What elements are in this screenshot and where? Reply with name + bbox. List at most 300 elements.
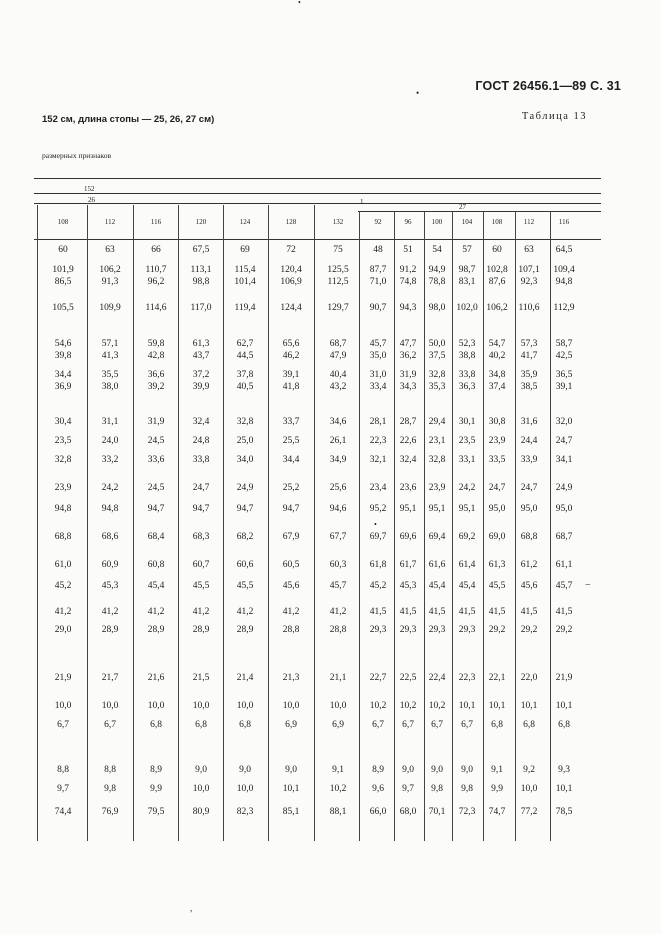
table-cell: 33,6 xyxy=(147,455,165,465)
table-cell: 41,2 xyxy=(329,607,347,617)
table-cell: 35,0 xyxy=(369,351,387,361)
table-cell: 10,2 xyxy=(399,701,417,711)
table-cell: 45,7 xyxy=(555,581,573,591)
table-cell: 22,7 xyxy=(369,673,387,683)
table-cell: 92,3 xyxy=(520,277,538,287)
column-header: 116 xyxy=(558,218,570,226)
print-mark: • xyxy=(416,88,420,98)
table-cell: 71,0 xyxy=(369,277,387,287)
table-cell: 28,8 xyxy=(282,625,300,635)
table-cell: 101,4 xyxy=(234,277,256,287)
table-cell: 10,2 xyxy=(428,701,446,711)
table-cell: 34,8 xyxy=(488,370,506,380)
table-cell: 95,0 xyxy=(555,504,573,514)
table-cell: 30,8 xyxy=(488,417,506,427)
table-cell: 98,7 xyxy=(458,265,476,275)
table-cell: 6,8 xyxy=(558,720,570,730)
table-cell: 45,2 xyxy=(369,581,387,591)
table-cell: 10,0 xyxy=(329,701,347,711)
table-cell: 106,2 xyxy=(99,265,121,275)
table-cell: 29,3 xyxy=(399,625,417,635)
table-cell: 30,1 xyxy=(458,417,476,427)
table-cell: 106,2 xyxy=(486,303,508,313)
table-cell: 115,4 xyxy=(234,265,256,275)
column-header: 108 xyxy=(57,218,69,226)
table-cell: 48 xyxy=(373,245,383,255)
table-cell: 41,7 xyxy=(520,351,538,361)
table-cell: 25,6 xyxy=(329,483,347,493)
table-cell: 102,8 xyxy=(486,265,508,275)
table-cell: 9,8 xyxy=(431,784,443,794)
table-cell: 35,3 xyxy=(428,382,446,392)
table-cell: 10,1 xyxy=(520,701,538,711)
table-cell: 8,8 xyxy=(104,765,116,775)
table-cell: 42,8 xyxy=(147,351,165,361)
table-cell: 6,8 xyxy=(491,720,503,730)
table-cell: 110,6 xyxy=(518,303,540,313)
table-cell: 23,4 xyxy=(369,483,387,493)
table-cell: 24,7 xyxy=(488,483,506,493)
table-cell: 9,9 xyxy=(150,784,162,794)
table-cell: 21,5 xyxy=(192,673,210,683)
foot-27-label: 27 xyxy=(459,203,466,211)
column-header: 120 xyxy=(195,218,207,226)
table-cell: 125,5 xyxy=(327,265,349,275)
table-cell: 23,5 xyxy=(54,436,72,446)
table-cell: 6,7 xyxy=(104,720,116,730)
table-cell: 29,2 xyxy=(520,625,538,635)
table-cell: 68,7 xyxy=(555,532,573,542)
table-cell: 69,7 xyxy=(369,532,387,542)
table-cell: 60,8 xyxy=(147,560,165,570)
table-cell: 67,5 xyxy=(192,245,210,255)
table-cell: 45,4 xyxy=(428,581,446,591)
table-cell: 62,7 xyxy=(236,339,254,349)
table-cell: 32,8 xyxy=(236,417,254,427)
table-cell: 68,6 xyxy=(101,532,119,542)
column-header: 132 xyxy=(332,218,344,226)
table-cell: 75 xyxy=(333,245,343,255)
table-cell: 29,3 xyxy=(369,625,387,635)
table-cell: 30,4 xyxy=(54,417,72,427)
table-cell: 34,3 xyxy=(399,382,417,392)
table-cell: 68,8 xyxy=(54,532,72,542)
table-cell: 32,8 xyxy=(428,370,446,380)
table-cell: 61,8 xyxy=(369,560,387,570)
table-cell: 6,7 xyxy=(431,720,443,730)
table-cell: 35,5 xyxy=(101,370,119,380)
table-cell: 59,8 xyxy=(147,339,165,349)
table-cell: 60,5 xyxy=(282,560,300,570)
table-cell: 37,8 xyxy=(236,370,254,380)
column-divider xyxy=(223,205,224,841)
table-cell: 45,6 xyxy=(520,581,538,591)
table-cell: 21,9 xyxy=(54,673,72,683)
table-cell: 45,3 xyxy=(101,581,119,591)
table-cell: 41,5 xyxy=(458,607,476,617)
table-cell: 24,5 xyxy=(147,436,165,446)
table-cell: 87,6 xyxy=(488,277,506,287)
print-mark: − xyxy=(585,580,591,591)
table-cell: 60,7 xyxy=(192,560,210,570)
table-cell: 38,5 xyxy=(520,382,538,392)
table-cell: 110,7 xyxy=(145,265,167,275)
table-cell: 90,7 xyxy=(369,303,387,313)
table-cell: 98,0 xyxy=(428,303,446,313)
table-cell: 39,1 xyxy=(555,382,573,392)
table-cell: 9,0 xyxy=(402,765,414,775)
table-cell: 74,4 xyxy=(54,807,72,817)
table-cell: 54,6 xyxy=(54,339,72,349)
table-cell: 22,0 xyxy=(520,673,538,683)
table-cell: 33,4 xyxy=(369,382,387,392)
table-cell: 41,2 xyxy=(282,607,300,617)
table-cell: 6,7 xyxy=(372,720,384,730)
table-cell: 29,0 xyxy=(54,625,72,635)
table-cell: 80,9 xyxy=(192,807,210,817)
table-cell: 29,2 xyxy=(488,625,506,635)
table-cell: 113,1 xyxy=(190,265,212,275)
table-cell: 94,6 xyxy=(329,504,347,514)
table-cell: 10,0 xyxy=(147,701,165,711)
table-cell: 85,1 xyxy=(282,807,300,817)
table-cell: 23,9 xyxy=(54,483,72,493)
table-cell: 41,2 xyxy=(101,607,119,617)
table-cell: 24,8 xyxy=(192,436,210,446)
table-cell: 95,2 xyxy=(369,504,387,514)
table-cell: 37,5 xyxy=(428,351,446,361)
table-cell: 36,3 xyxy=(458,382,476,392)
table-cell: 31,1 xyxy=(101,417,119,427)
table-cell: 41,5 xyxy=(399,607,417,617)
print-mark: , xyxy=(190,903,193,913)
table-cell: 10,2 xyxy=(369,701,387,711)
table-cell: 79,5 xyxy=(147,807,165,817)
table-cell: 10,0 xyxy=(520,784,538,794)
table-cell: 36,2 xyxy=(399,351,417,361)
table-cell: 95,1 xyxy=(399,504,417,514)
table-cell: 68,3 xyxy=(192,532,210,542)
table-cell: 9,3 xyxy=(558,765,570,775)
table-cell: 117,0 xyxy=(190,303,212,313)
table-cell: 101,9 xyxy=(52,265,74,275)
table-cell: 94,7 xyxy=(147,504,165,514)
table-cell: 32,8 xyxy=(428,455,446,465)
table-cell: 95,1 xyxy=(458,504,476,514)
table-cell: 41,5 xyxy=(369,607,387,617)
table-cell: 106,9 xyxy=(280,277,302,287)
table-cell: 45,5 xyxy=(236,581,254,591)
document-reference: ГОСТ 26456.1—89 С. 31 xyxy=(475,79,621,93)
table-cell: 41,5 xyxy=(520,607,538,617)
table-cell: 28,8 xyxy=(329,625,347,635)
table-cell: 96,2 xyxy=(147,277,165,287)
table-cell: 33,7 xyxy=(282,417,300,427)
table-cell: 31,0 xyxy=(369,370,387,380)
table-cell: 61,6 xyxy=(428,560,446,570)
table-cell: 94,7 xyxy=(282,504,300,514)
table-cell: 24,7 xyxy=(520,483,538,493)
table-cell: 37,4 xyxy=(488,382,506,392)
table-cell: 28,9 xyxy=(236,625,254,635)
table-cell: 34,1 xyxy=(555,455,573,465)
table-cell: 21,3 xyxy=(282,673,300,683)
table-cell: 38,0 xyxy=(101,382,119,392)
table-cell: 10,0 xyxy=(236,701,254,711)
table-cell: 25,0 xyxy=(236,436,254,446)
table-cell: 36,5 xyxy=(555,370,573,380)
table-cell: 10,0 xyxy=(54,701,72,711)
table-cell: 60,6 xyxy=(236,560,254,570)
table-cell: 60,9 xyxy=(101,560,119,570)
column-header: 128 xyxy=(285,218,297,226)
table-cell: 112,5 xyxy=(327,277,349,287)
table-cell: 23,6 xyxy=(399,483,417,493)
table-cell: 107,1 xyxy=(518,265,540,275)
table-cell: 41,2 xyxy=(236,607,254,617)
table-cell: 34,4 xyxy=(54,370,72,380)
table-cell: 34,6 xyxy=(329,417,347,427)
table-cell: 69,4 xyxy=(428,532,446,542)
table-cell: 64,5 xyxy=(555,245,573,255)
table-cell: 69,6 xyxy=(399,532,417,542)
table-cell: 41,3 xyxy=(101,351,119,361)
table-cell: 45,7 xyxy=(369,339,387,349)
table-cell: 33,2 xyxy=(101,455,119,465)
table-cell: 33,8 xyxy=(192,455,210,465)
table-cell: 69 xyxy=(240,245,250,255)
table-cell: 60 xyxy=(492,245,502,255)
table-cell: 119,4 xyxy=(234,303,256,313)
table-cell: 63 xyxy=(524,245,534,255)
table-cell: 61,3 xyxy=(488,560,506,570)
table-cell: 57 xyxy=(462,245,472,255)
table-cell: 61,7 xyxy=(399,560,417,570)
column-divider xyxy=(178,205,179,841)
table-cell: 61,2 xyxy=(520,560,538,570)
table-cell: 87,7 xyxy=(369,265,387,275)
table-cell: 94,9 xyxy=(428,265,446,275)
table-cell: 114,6 xyxy=(145,303,167,313)
table-cell: 33,8 xyxy=(458,370,476,380)
table-cell: 8,9 xyxy=(372,765,384,775)
table-cell: 25,2 xyxy=(282,483,300,493)
table-cell: 44,5 xyxy=(236,351,254,361)
table-cell: 25,5 xyxy=(282,436,300,446)
table-cell: 29,3 xyxy=(458,625,476,635)
table-cell: 23,5 xyxy=(458,436,476,446)
table-cell: 32,0 xyxy=(555,417,573,427)
table-cell: 39,2 xyxy=(147,382,165,392)
table-cell: 23,1 xyxy=(428,436,446,446)
table-cell: 94,3 xyxy=(399,303,417,313)
table-cell: 94,7 xyxy=(236,504,254,514)
table-cell: 24,4 xyxy=(520,436,538,446)
table-cell: 40,4 xyxy=(329,370,347,380)
column-divider xyxy=(133,205,134,841)
table-cell: 22,1 xyxy=(488,673,506,683)
table-cell: 29,2 xyxy=(555,625,573,635)
table-cell: 21,4 xyxy=(236,673,254,683)
table-cell: 29,4 xyxy=(428,417,446,427)
table-cell: 39,9 xyxy=(192,382,210,392)
table-cell: 41,5 xyxy=(428,607,446,617)
table-cell: 32,4 xyxy=(192,417,210,427)
column-divider xyxy=(268,205,269,841)
table-cell: 72 xyxy=(286,245,296,255)
table-cell: 10,1 xyxy=(282,784,300,794)
table-cell: 29,3 xyxy=(428,625,446,635)
table-cell: 35,9 xyxy=(520,370,538,380)
table-cell: 91,2 xyxy=(399,265,417,275)
table-cell: 6,8 xyxy=(523,720,535,730)
table-cell: 120,4 xyxy=(280,265,302,275)
table-cell: 9,0 xyxy=(195,765,207,775)
table-cell: 9,8 xyxy=(461,784,473,794)
table-cell: 70,1 xyxy=(428,807,446,817)
table-cell: 45,2 xyxy=(54,581,72,591)
section-marker: 1 xyxy=(360,198,364,206)
table-cell: 47,7 xyxy=(399,339,417,349)
table-cell: 95,1 xyxy=(428,504,446,514)
column-header: 116 xyxy=(150,218,162,226)
table-cell: 109,4 xyxy=(553,265,575,275)
table-cell: 36,9 xyxy=(54,382,72,392)
table-cell: 9,0 xyxy=(431,765,443,775)
table-cell: 76,9 xyxy=(101,807,119,817)
table-cell: 41,2 xyxy=(54,607,72,617)
table-cell: 105,5 xyxy=(52,303,74,313)
foot-26-label: 26 xyxy=(88,196,95,204)
table-cell: 9,2 xyxy=(523,765,535,775)
table-cell: 57,1 xyxy=(101,339,119,349)
table-cell: 54,7 xyxy=(488,339,506,349)
table-cell: 9,7 xyxy=(402,784,414,794)
table-cell: 22,6 xyxy=(399,436,417,446)
table-cell: 86,5 xyxy=(54,277,72,287)
table-cell: 10,0 xyxy=(192,784,210,794)
table-cell: 10,1 xyxy=(458,701,476,711)
table-cell: 61,4 xyxy=(458,560,476,570)
table-cell: 50,0 xyxy=(428,339,446,349)
table-cell: 78,8 xyxy=(428,277,446,287)
table-cell: 8,9 xyxy=(150,765,162,775)
table-cell: 41,5 xyxy=(555,607,573,617)
table-cell: 6,7 xyxy=(402,720,414,730)
header-rule xyxy=(34,203,601,204)
table-cell: 83,1 xyxy=(458,277,476,287)
table-cell: 51 xyxy=(403,245,413,255)
table-cell: 10,2 xyxy=(329,784,347,794)
table-cell: 31,9 xyxy=(399,370,417,380)
table-cell: 60,3 xyxy=(329,560,347,570)
table-cell: 10,0 xyxy=(192,701,210,711)
table-cell: 41,5 xyxy=(488,607,506,617)
table-cell: 94,7 xyxy=(192,504,210,514)
table-cell: 39,1 xyxy=(282,370,300,380)
table-cell: 40,2 xyxy=(488,351,506,361)
table-cell: 6,7 xyxy=(57,720,69,730)
table-cell: 68,2 xyxy=(236,532,254,542)
table-cell: 39,8 xyxy=(54,351,72,361)
table-cell: 45,4 xyxy=(458,581,476,591)
table-cell: 91,3 xyxy=(101,277,119,287)
table-cell: 102,0 xyxy=(456,303,478,313)
column-header: 112 xyxy=(104,218,116,226)
column-divider xyxy=(87,205,88,841)
table-cell: 22,3 xyxy=(458,673,476,683)
table-cell: 34,9 xyxy=(329,455,347,465)
column-header: 100 xyxy=(431,218,443,226)
table-cell: 10,1 xyxy=(555,701,573,711)
table-cell: 34,4 xyxy=(282,455,300,465)
table-cell: 10,1 xyxy=(488,701,506,711)
table-cell: 9,0 xyxy=(461,765,473,775)
table-cell: 69,2 xyxy=(458,532,476,542)
table-cell: 41,8 xyxy=(282,382,300,392)
table-cell: 9,6 xyxy=(372,784,384,794)
table-cell: 31,9 xyxy=(147,417,165,427)
table-cell: 57,3 xyxy=(520,339,538,349)
table-cell: 95,0 xyxy=(520,504,538,514)
print-mark: • xyxy=(374,520,377,529)
table-cell: 41,2 xyxy=(147,607,165,617)
table-cell: 45,5 xyxy=(488,581,506,591)
table-cell: 28,9 xyxy=(147,625,165,635)
table-cell: 109,9 xyxy=(99,303,121,313)
table-cell: 10,0 xyxy=(101,701,119,711)
table-cell: 6,9 xyxy=(332,720,344,730)
table-cell: 34,0 xyxy=(236,455,254,465)
table-cell: 33,9 xyxy=(520,455,538,465)
table-cell: 23,9 xyxy=(488,436,506,446)
table-cell: 9,8 xyxy=(104,784,116,794)
table-cell: 22,3 xyxy=(369,436,387,446)
table-cell: 31,6 xyxy=(520,417,538,427)
table-cell: 9,0 xyxy=(239,765,251,775)
column-header: 104 xyxy=(461,218,473,226)
header-rule xyxy=(34,193,601,194)
table-cell: 88,1 xyxy=(329,807,347,817)
table-cell: 21,1 xyxy=(329,673,347,683)
table-cell: 58,7 xyxy=(555,339,573,349)
table-cell: 9,0 xyxy=(285,765,297,775)
table-cell: 61,3 xyxy=(192,339,210,349)
table-cell: 54 xyxy=(432,245,442,255)
table-cell: 24,0 xyxy=(101,436,119,446)
table-cell: 72,3 xyxy=(458,807,476,817)
table-cell: 21,7 xyxy=(101,673,119,683)
table-cell: 38,8 xyxy=(458,351,476,361)
table-cell: 74,7 xyxy=(488,807,506,817)
column-header: 96 xyxy=(404,218,412,226)
table-cell: 24,2 xyxy=(458,483,476,493)
table-cell: 32,1 xyxy=(369,455,387,465)
table-cell: 28,9 xyxy=(192,625,210,635)
table-cell: 9,1 xyxy=(332,765,344,775)
table-cell: 43,7 xyxy=(192,351,210,361)
table-cell: 78,5 xyxy=(555,807,573,817)
table-cell: 40,5 xyxy=(236,382,254,392)
table-cell: 42,5 xyxy=(555,351,573,361)
table-cell: 28,7 xyxy=(399,417,417,427)
table-cell: 45,7 xyxy=(329,581,347,591)
column-header: 112 xyxy=(523,218,535,226)
table-cell: 28,1 xyxy=(369,417,387,427)
table-cell: 9,1 xyxy=(491,765,503,775)
table-cell: 68,4 xyxy=(147,532,165,542)
table-cell: 24,7 xyxy=(555,436,573,446)
